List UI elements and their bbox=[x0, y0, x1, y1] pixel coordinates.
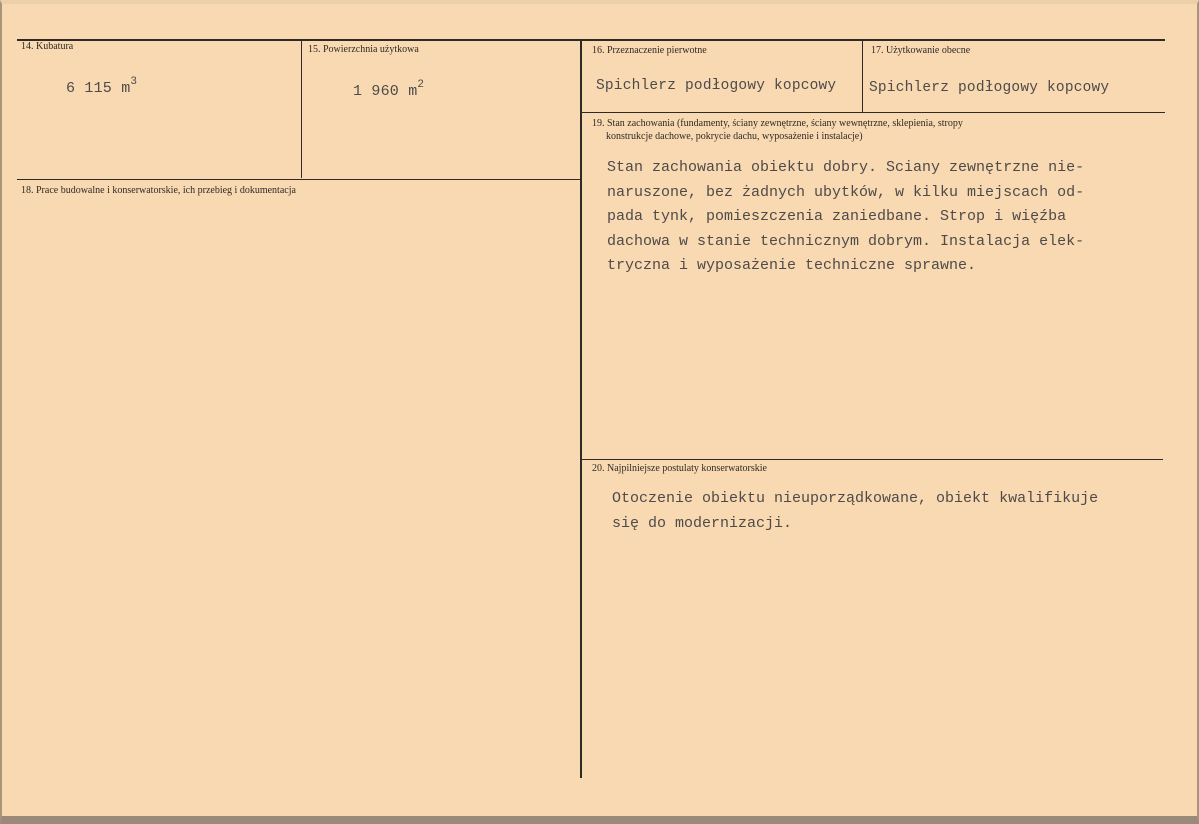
main-vertical-divider bbox=[580, 40, 582, 778]
powierzchnia-number: 1 960 m bbox=[353, 83, 418, 100]
uzytkowanie-label: 17. Użytkowanie obecne bbox=[871, 45, 971, 56]
uzytkowanie-value: Spichlerz podłogowy kopcowy bbox=[869, 80, 1110, 96]
stan-text bbox=[607, 156, 1084, 279]
kubatura-exponent: 3 bbox=[130, 76, 138, 88]
powierzchnia-exponent: 2 bbox=[417, 79, 425, 91]
stan-label-line1: 19. Stan zachowania (fundamenty, ściany zewnętrzne, ściany wewnętrzne, sklepienia, stropy bbox=[592, 118, 963, 129]
divider-16-17 bbox=[862, 40, 863, 112]
stan-line: Stan zachowania obiektu dobry. Sciany zewnętrzne nie- bbox=[607, 159, 1085, 176]
stan-line: naruszone, bez żadnych ubytków, w kilku miejscach od- bbox=[607, 183, 1085, 201]
przeznaczenie-label: 16. Przeznaczenie pierwotne bbox=[592, 45, 707, 56]
stan-line: pada tynk, pomieszczenia zaniedbane. Strop i więźba bbox=[607, 208, 1067, 225]
stan-line: dachowa w stanie technicznym dobrym. Instalacja elek- bbox=[607, 232, 1085, 250]
rule-under-19 bbox=[581, 459, 1163, 460]
rule-under-14-15 bbox=[17, 179, 581, 180]
postulaty-text bbox=[612, 487, 1098, 536]
kubatura-number: 6 115 m bbox=[66, 80, 131, 97]
powierzchnia-label: 15. Powierzchnia użytkowa bbox=[308, 44, 419, 55]
top-rule bbox=[17, 39, 1165, 41]
stan-line: tryczna i wyposażenie techniczne sprawne. bbox=[607, 257, 977, 274]
powierzchnia-value bbox=[353, 79, 425, 100]
prace-label: 18. Prace budowalne i konserwatorskie, ich przebieg i dokumentacja bbox=[21, 185, 296, 196]
postulaty-line: Otoczenie obiektu nieuporządkowane, obiekt kwalifikuje bbox=[612, 490, 1099, 507]
przeznaczenie-value: Spichlerz podłogowy kopcowy bbox=[596, 78, 837, 94]
kubatura-value bbox=[66, 76, 138, 97]
kubatura-label: 14. Kubatura bbox=[21, 41, 74, 52]
stan-label-line2: konstrukcje dachowe, pokrycie dachu, wyposażenie i instalacje) bbox=[606, 131, 863, 142]
rule-under-16-17 bbox=[581, 112, 1165, 113]
divider-14-15 bbox=[301, 40, 302, 178]
postulaty-line: się do modernizacji. bbox=[612, 514, 793, 532]
postulaty-label: 20. Najpilniejsze postulaty konserwatorskie bbox=[592, 463, 767, 474]
